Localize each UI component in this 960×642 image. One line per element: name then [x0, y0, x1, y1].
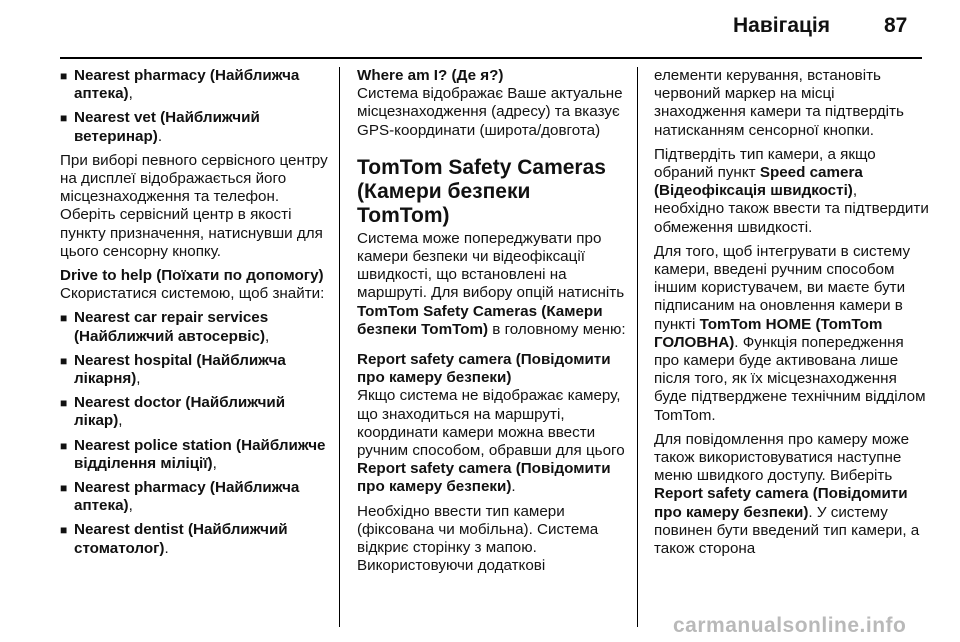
- subheading-report-camera: Report safety camera (Повідомити про камеру безпеки): [357, 351, 611, 387]
- list-item: ■ Nearest doctor (Найближчий лікар),: [60, 394, 286, 430]
- list-item: ■ Nearest pharmacy (Найближча аптека),: [60, 67, 300, 103]
- column-divider: [637, 67, 638, 627]
- bullet-icon: ■: [60, 311, 68, 326]
- paragraph: Скористатися системою, щоб знайти:: [60, 285, 325, 303]
- paragraph: Система може попереджувати про камери безпеки чи відеофіксації швидкості, що встановлені на маршруті. Для вибору опцій натисніть TomTom Safety Cameras (Камери безпеки TomTom) в головному меню:: [357, 229, 626, 338]
- column-left: [60, 67, 328, 564]
- bullet-icon: ■: [60, 396, 68, 411]
- section-title: TomTom Safety Cameras (Камери безпеки TomTom): [357, 155, 606, 227]
- paragraph: При виборі певного сервісного центру на дисплеї відображається його місцезнаходження та телефон. Оберіть сервісний центр в якості пункту призначення, натиснувши для цього сенсорну кнопку.: [60, 151, 328, 260]
- page-header-title: Навігація: [733, 14, 831, 37]
- paragraph: елементи керування, встановіть червоний маркер на місці знаходження камери та підтвердіть натисканням сенсорної кнопки.: [654, 67, 904, 139]
- watermark: carmanualsonline.info: [673, 614, 907, 637]
- header-rule: [60, 57, 922, 59]
- column-middle: [357, 67, 627, 581]
- bullet-icon: ■: [60, 438, 68, 453]
- subheading-where-am-i: Where am I? (Де я?): [357, 67, 504, 84]
- page-number: 87: [884, 14, 908, 37]
- list-item: ■ Nearest police station (Найближче відділення міліції),: [60, 436, 326, 472]
- paragraph: Система відображає Ваше актуальне місцезнаходження (адресу) та вказує GPS-координати (широта/довгота): [357, 85, 623, 139]
- paragraph: Підтвердіть тип камери, а якщо обраний пункт Speed camera (Відеофіксація швидкості), необхідно також ввести та підтвердити обмеження швидкості.: [654, 145, 929, 236]
- bullet-icon: ■: [60, 523, 68, 538]
- list-item: ■ Nearest vet (Найближчий ветеринар).: [60, 109, 260, 145]
- paragraph: Для повідомлення про камеру може також використовуватися наступне меню швидкого доступу. Виберіть Report safety camera (Повідомити про камеру безпеки). У систему повинен бути введений тип камери, а також сторона: [654, 430, 920, 558]
- bullet-icon: ■: [60, 69, 68, 83]
- list-item: ■ Nearest hospital (Найближча лікарня),: [60, 351, 286, 388]
- bullet-icon: ■: [60, 481, 68, 496]
- column-right: [654, 67, 929, 564]
- column-divider: [339, 67, 340, 627]
- bullet-icon: ■: [60, 353, 68, 368]
- paragraph: Якщо система не відображає камеру, що знаходиться на маршруті, координати камери можна ввести ручним способом, обравши для цього Report safety camera (Повідомити про камеру безпеки).: [357, 387, 625, 496]
- subheading-drive-to-help: Drive to help (Поїхати по допомогу): [60, 267, 324, 285]
- bullet-icon: ■: [60, 111, 68, 126]
- list-help: [60, 309, 328, 557]
- list-item: ■ Nearest car repair services (Найближчий автосервіс),: [60, 309, 270, 345]
- list-item: ■ Nearest pharmacy (Найближча аптека),: [60, 479, 300, 515]
- list-item: ■ Nearest dentist (Найближчий стоматолог).: [60, 521, 288, 557]
- paragraph: Для того, щоб інтегрувати в систему камери, введені ручним способом іншим користувачем, ви маєте бути підписаним на оновлення камери в пункті TomTom HOME (TomTom ГОЛОВНА). Функція попередження про камери буде активована лише після того, як їх місцезнаходження буде підтверджене технічним відділом TomTom.: [654, 242, 926, 424]
- list-top: [60, 67, 328, 146]
- paragraph: Необхідно ввести тип камери (фіксована чи мобільна). Система відкриє сторінку з мапою. Використовуючи додаткові: [357, 502, 599, 575]
